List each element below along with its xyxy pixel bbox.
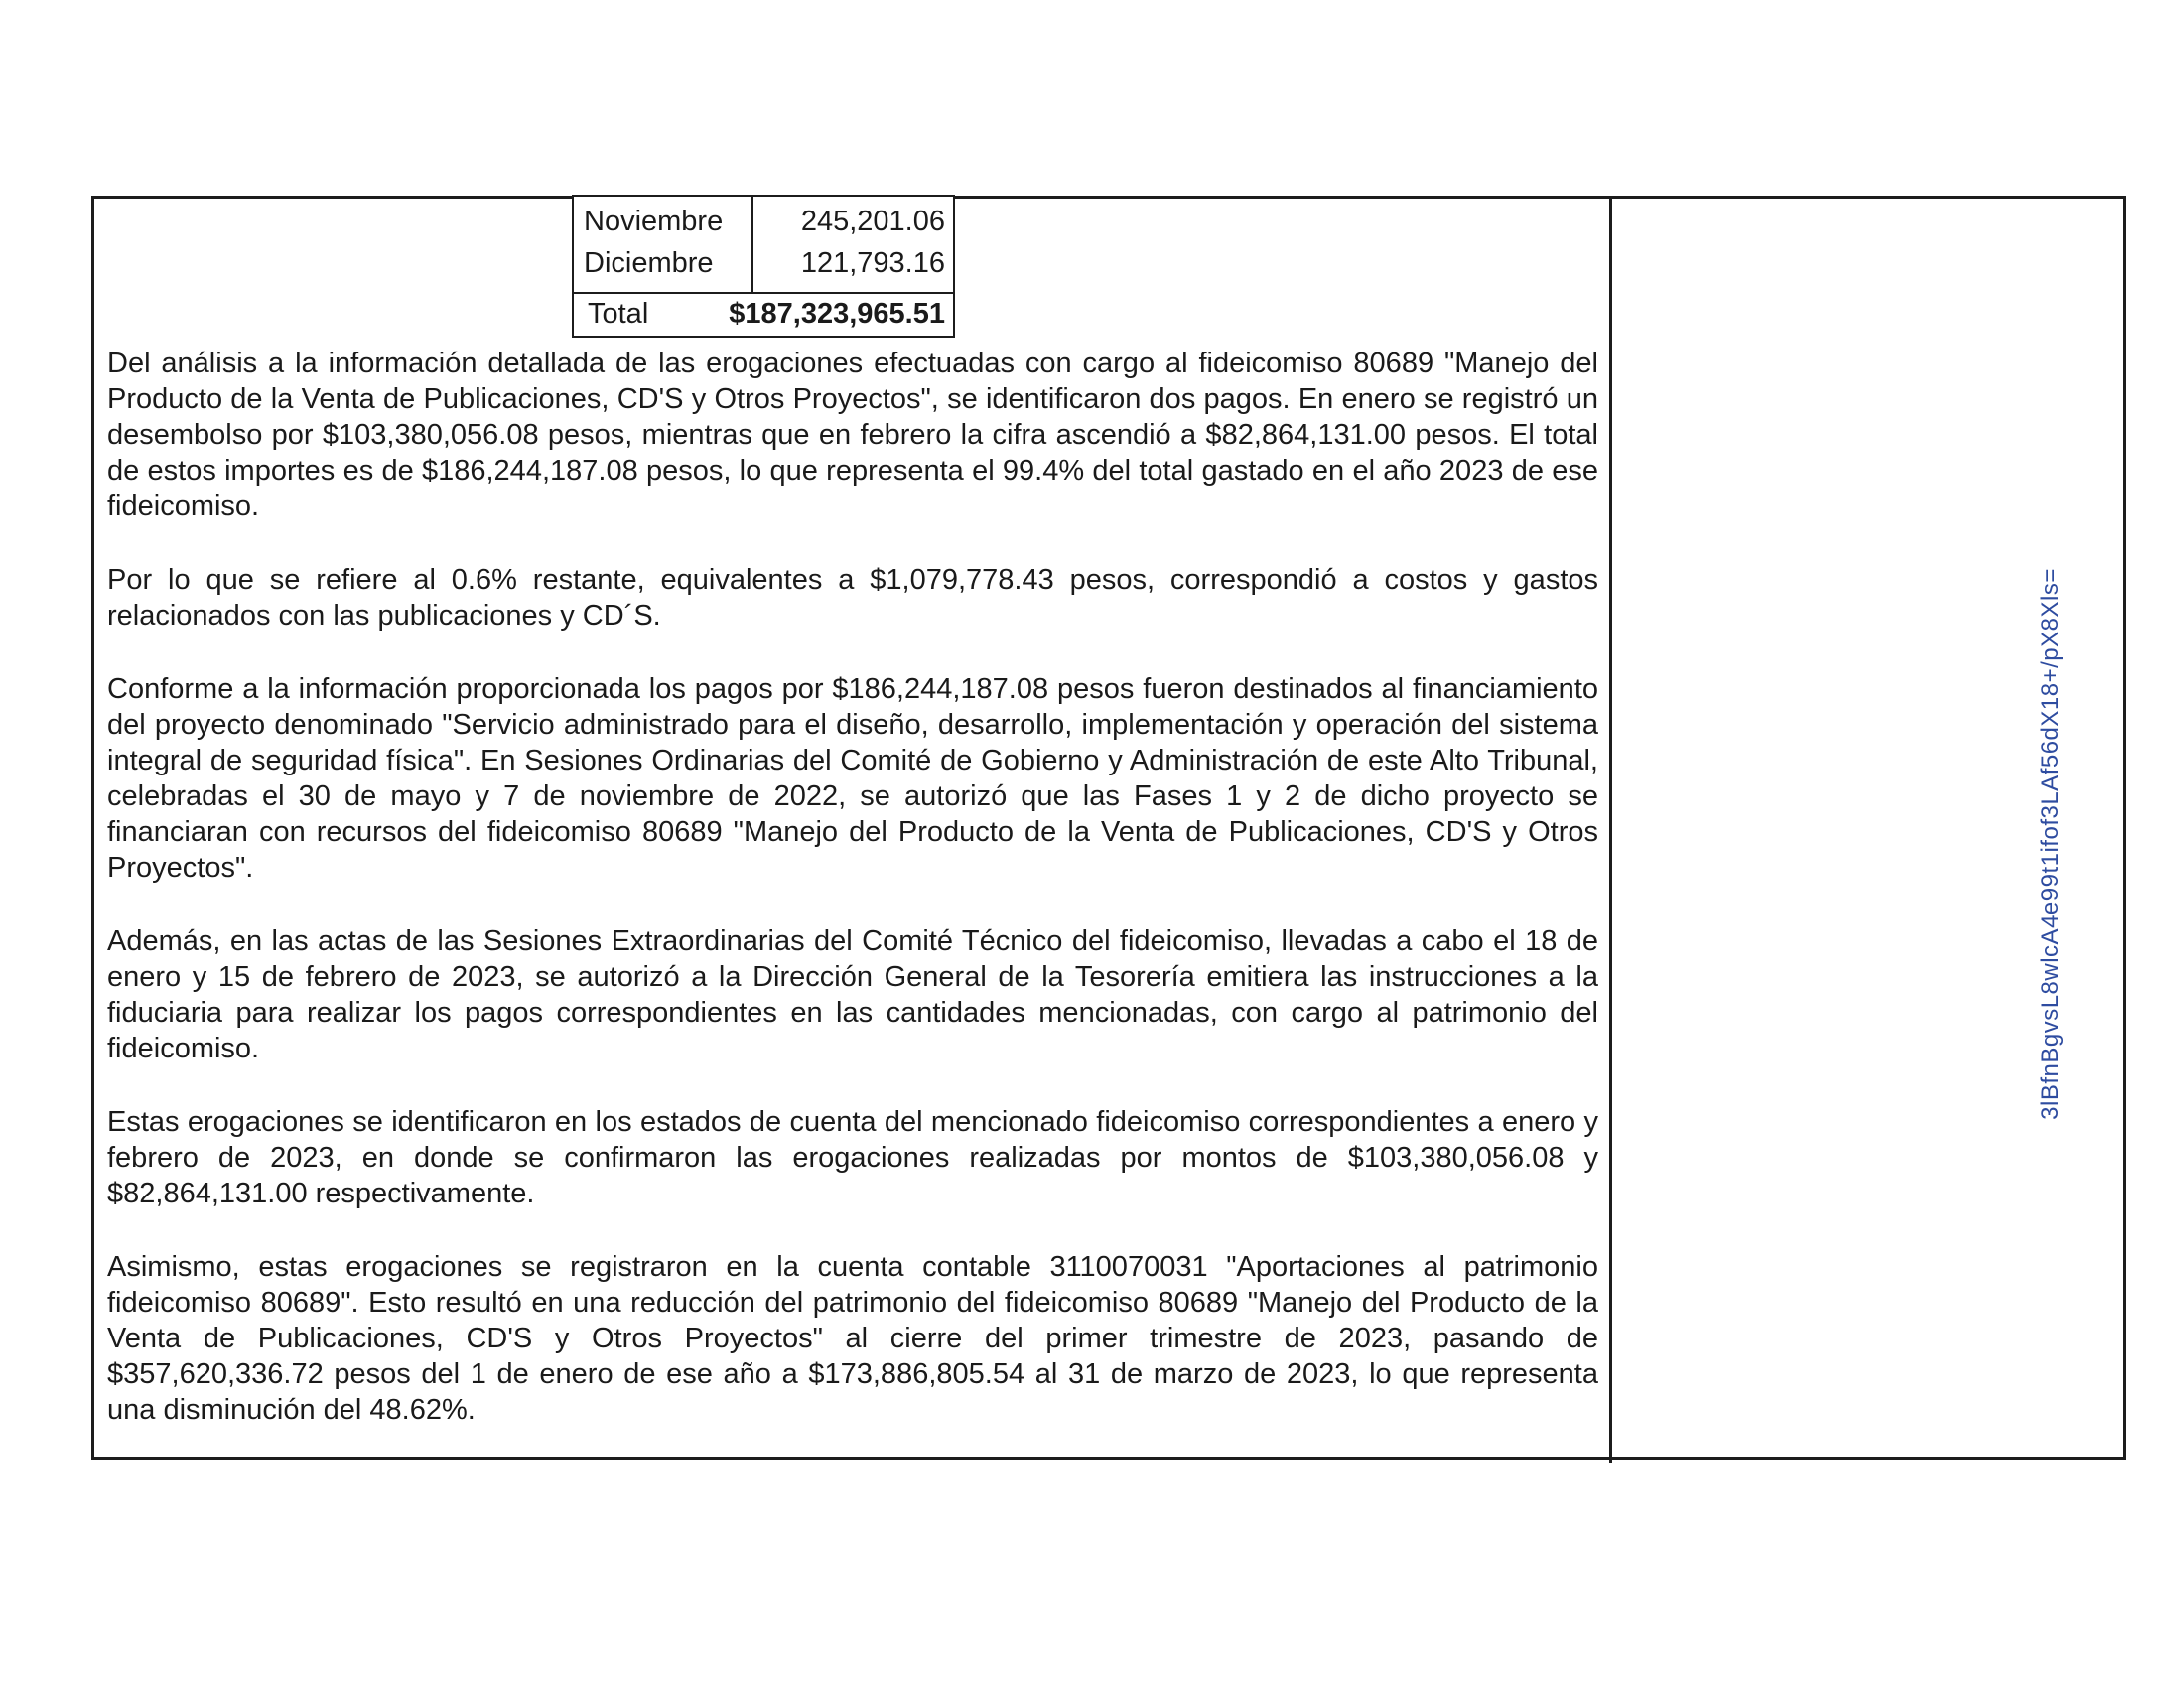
table-row-label: Diciembre — [584, 247, 714, 279]
paragraph-6: Asimismo, estas erogaciones se registraron en la cuenta contable 3110070031 "Aportaciones al patrimonio fideicomiso 80689". Esto resultó en una reducción del patrimonio del fideicomiso 80689 "Manejo del Producto de la Venta de Publicaciones, CD'S y Otros Proyectos" al cierre del primer trimestre de 2023, pasando de $357,620,336.72 pesos del 1 de enero de ese año a $173,886,805.54 al 31 de marzo de 2023, lo que representa una disminución del 48.62%. — [107, 1251, 1598, 1426]
summary-table — [572, 195, 955, 338]
total-value: $187,323,965.51 — [729, 298, 945, 330]
paragraph-5: Estas erogaciones se identificaron en los estados de cuenta del mencionado fideicomiso correspondientes a enero y febrero de 2023, en donde se confirmaron las erogaciones realizadas por montos de $103,380,056.08 y $82,864,131.00 respectivamente. — [107, 1106, 1598, 1209]
summary-table-label-column — [574, 197, 753, 292]
table-row-value: 121,793.16 — [800, 247, 945, 279]
table-row-value: 245,201.06 — [800, 206, 945, 237]
paragraph-1: Del análisis a la información detallada de las erogaciones efectuadas con cargo al fideicomiso 80689 "Manejo del Producto de la Venta de Publicaciones, CD'S y Otros Proyectos", se identificaron dos pagos. En enero se registró un desembolso por $103,380,056.08 pesos, mientras que en febrero la cifra ascendió a $82,864,131.00 pesos. El total de estos importes es de $186,244,187.08 pesos, lo que representa el 99.4% del total gastado en el año 2023 de ese fideicomiso. — [107, 348, 1598, 522]
column-divider-line — [1609, 196, 1612, 1463]
summary-table-value-column — [753, 197, 953, 292]
vertical-hash-text: 3lBfnBgvsL8wlcA4e99t1ifof3LAf56dX18+/pX8Xls= — [2037, 568, 2064, 1120]
summary-table-month-rows — [574, 197, 953, 294]
paragraph-3: Conforme a la información proporcionada los pagos por $186,244,187.08 pesos fueron destinados al financiamiento del proyecto denominado "Servicio administrado para el diseño, desarrollo, implementación y operación del sistema integral de seguridad física". En Sesiones Ordinarias del Comité de Gobierno y Administración de este Alto Tribunal, celebradas el 30 de mayo y 7 de noviembre de 2022, se autorizó que las Fases 1 y 2 de dicho proyecto se financiaran con recursos del fideicomiso 80689 "Manejo del Producto de la Venta de Publicaciones, CD'S y Otros Proyectos". — [107, 673, 1598, 884]
total-label: Total — [588, 298, 649, 330]
paragraph-4: Además, en las actas de las Sesiones Extraordinarias del Comité Técnico del fideicomiso, llevadas a cabo el 18 de enero y 15 de febrero de 2023, se autorizó a la Dirección General de la Tesorería emitiera las instrucciones a la fiduciaria para realizar los pagos correspondientes en las cantidades mencionadas, con cargo al patrimonio del fideicomiso. — [107, 925, 1598, 1064]
summary-table-total-row — [574, 294, 953, 336]
paragraph-2: Por lo que se refiere al 0.6% restante, equivalentes a $1,079,778.43 pesos, correspondió a costos y gastos relacionados con las publicaciones y CD´S. — [107, 564, 1598, 632]
body-text — [107, 346, 1598, 1466]
table-row-label: Noviembre — [584, 206, 724, 237]
